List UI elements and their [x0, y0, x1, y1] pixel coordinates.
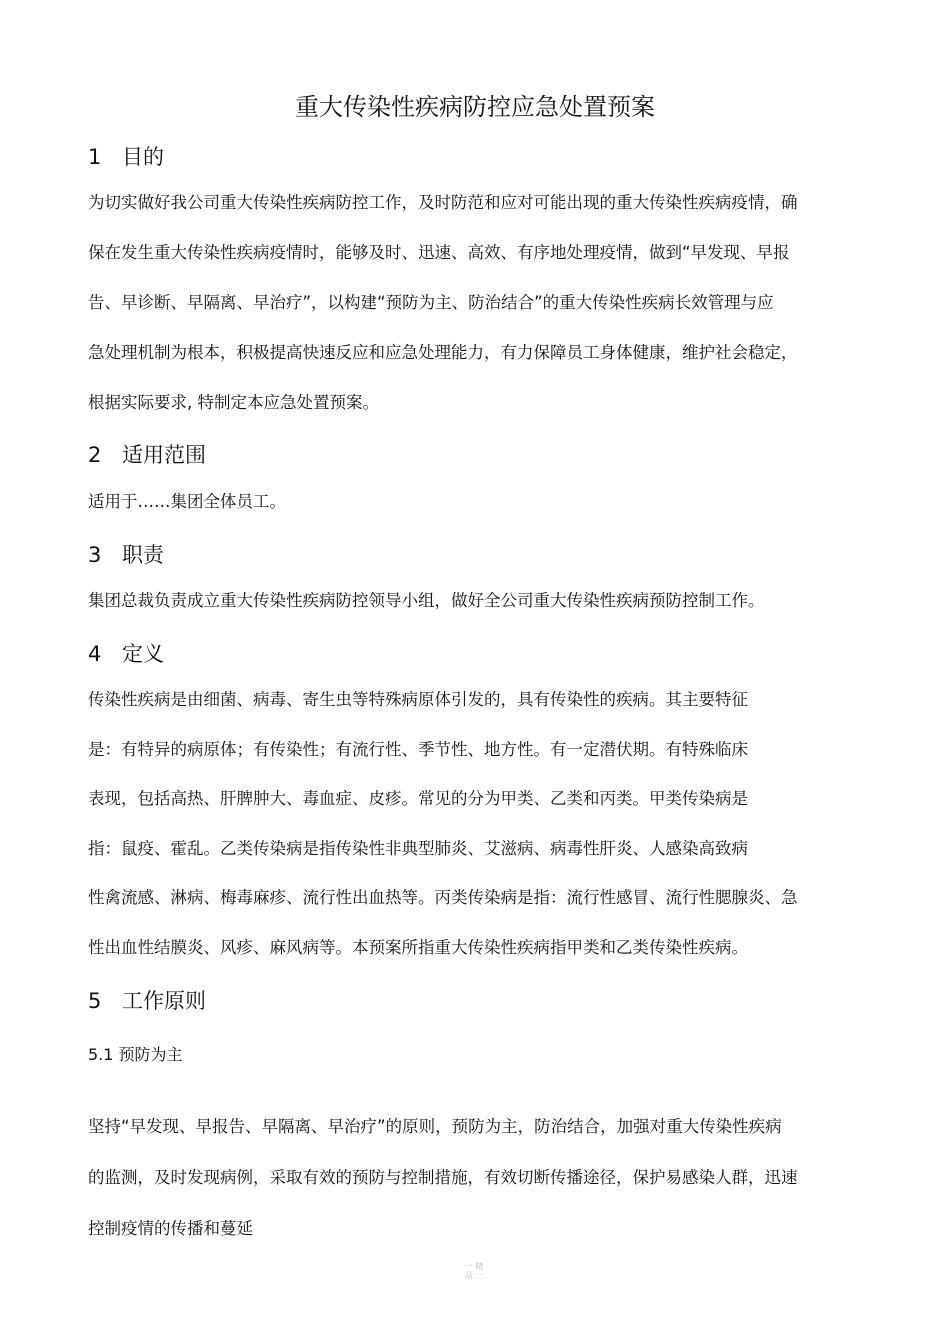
section-2-paragraph	[88, 488, 868, 516]
paragraph-line: 急处理机制为根本，积极提高快速反应和应急处理能力，有力保障员工身体健康，维护社会稳定，	[88, 343, 798, 362]
section-title: 职责	[122, 543, 164, 567]
section-4-paragraph	[88, 675, 868, 973]
section-title: 适用范围	[122, 443, 206, 467]
section-title: 工作原则	[122, 989, 206, 1013]
paragraph-line: 的监测，及时发现病例，采取有效的预防与控制措施，有效切断传播途径，保护易感染人群，迅速	[88, 1168, 798, 1187]
section-5-heading	[88, 987, 206, 1015]
paragraph-line: 是：有特异的病原体；有传染性；有流行性、季节性、地方性。有一定潜伏期。有特殊临床	[88, 739, 748, 759]
paragraph-line: 传染性疾病是由细菌、病毒、寄生虫等特殊病原体引发的，具有传染性的疾病。其主要特征	[88, 690, 748, 709]
paragraph-line: 为切实做好我公司重大传染性疾病防控工作，及时防范和应对可能出现的重大传染性疾病疫情，确	[88, 193, 798, 212]
section-number: 2	[88, 443, 102, 467]
section-3-paragraph	[88, 587, 868, 615]
paragraph-line: 保在发生重大传染性疾病疫情时，能够及时、迅速、高效、有序地处理疫情，做到“早发现、早报	[88, 243, 790, 262]
document-title: 重大传染性疾病防控应急处置预案	[295, 93, 655, 121]
section-title: 定义	[122, 642, 164, 666]
paragraph-line: 告、早诊断、早隔离、早治疗”，以构建“预防为主、防治结合”的重大传染性疾病长效管理与应	[88, 293, 774, 312]
section-number: 1	[88, 145, 102, 169]
subsection-title: 预防为主	[118, 1045, 183, 1064]
paragraph-line: 集团总裁负责成立重大传染性疾病防控领导小组，做好全公司重大传染性疾病预防控制工作。	[88, 591, 765, 610]
subsection-number: 5.1	[88, 1045, 114, 1064]
section-1-heading	[88, 143, 164, 171]
paragraph-line: 性禽流感、淋病、梅毒麻疹、流行性出血热等。丙类传染病是指：流行性感冒、流行性腮腺炎、急	[88, 888, 798, 908]
paragraph-line: 坚持“早发现、早报告、早隔离、早治疗”的原则，预防为主，防治结合，加强对重大传染性疾病	[88, 1117, 782, 1136]
section-number: 5	[88, 989, 102, 1013]
section-2-heading	[88, 441, 206, 469]
page-footer-mark: 一 精品 一	[464, 1262, 484, 1280]
section-number: 3	[88, 543, 102, 567]
section-1-paragraph	[88, 178, 868, 428]
paragraph-line: 性出血性结膜炎、风疹、麻风病等。本预案所指重大传染性疾病指甲类和乙类传染性疾病。	[88, 937, 748, 957]
section-4-heading	[88, 640, 164, 668]
subsection-5-1-heading	[88, 1043, 183, 1067]
paragraph-line: 根据实际要求, 特制定本应急处置预案。	[88, 393, 379, 412]
section-3-heading	[88, 541, 164, 569]
subsection-5-1-paragraph	[88, 1101, 868, 1254]
section-number: 4	[88, 642, 102, 666]
paragraph-line: 适用于……集团全体员工。	[88, 492, 286, 511]
paragraph-line: 控制疫情的传播和蔓延	[88, 1219, 253, 1238]
paragraph-line: 表现，包括高热、肝脾肿大、毒血症、皮疹。常见的分为甲类、乙类和丙类。甲类传染病是	[88, 789, 748, 809]
paragraph-line: 指：鼠疫、霍乱。乙类传染病是指传染性非典型肺炎、艾滋病、病毒性肝炎、人感染高致病	[88, 838, 748, 858]
section-title: 目的	[122, 145, 164, 169]
